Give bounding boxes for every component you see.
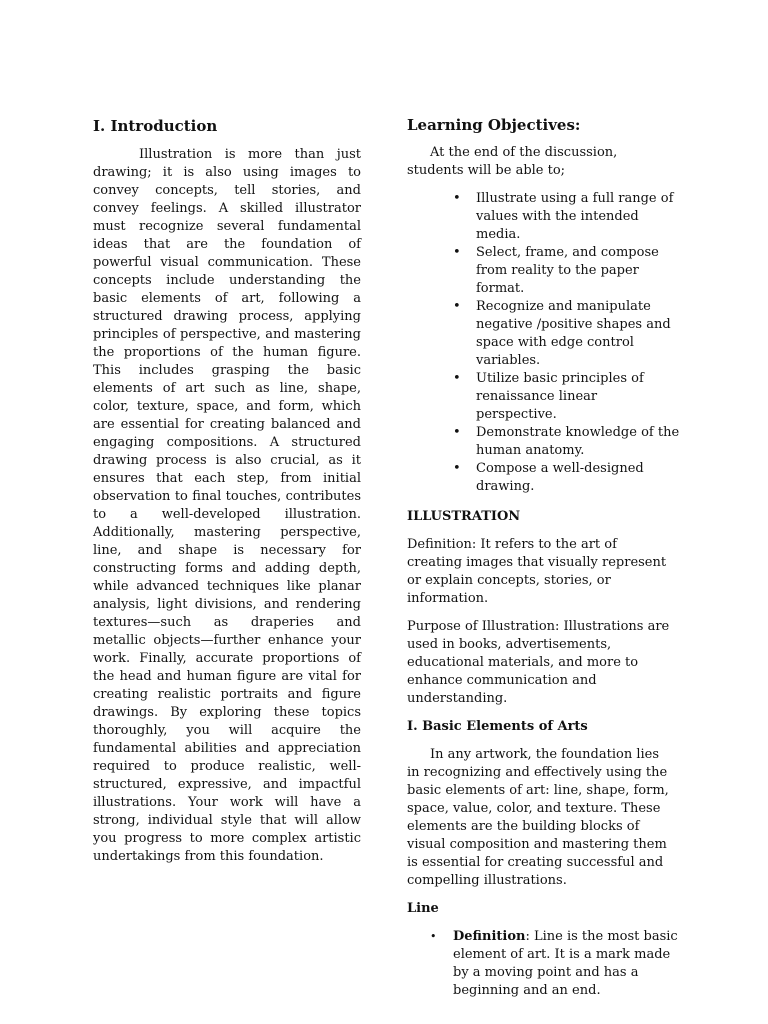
bullet-icon: • bbox=[430, 930, 437, 943]
objective-text: Recognize and manipulate negative /positive shapes and space with edge control variables. bbox=[476, 299, 671, 368]
list-item bbox=[453, 460, 681, 496]
basic-elements-heading: I. Basic Elements of Arts bbox=[407, 719, 588, 734]
objective-text: Utilize basic principles of renaissance linear perspective. bbox=[476, 371, 644, 422]
basic-elements-paragraph: In any artwork, the foundation lies in recognizing and effectively using the basic elements of art: line, shape, form, space, value, color, and texture. These elements are the building blocks of visual composition and mastering them is essential for creating successful and compelling illustrations. bbox=[407, 747, 669, 888]
bullet-icon: • bbox=[453, 425, 461, 440]
illustration-purpose: Purpose of Illustration: Illustrations are used in books, advertisements, educational materials, and more to enhance communication and understanding. bbox=[407, 619, 670, 706]
line-list bbox=[430, 928, 681, 1000]
list-item bbox=[453, 244, 681, 298]
right-column bbox=[407, 116, 680, 1000]
bullet-icon: • bbox=[453, 371, 461, 386]
line-heading: Line bbox=[407, 901, 439, 916]
learning-objectives-list bbox=[453, 190, 681, 496]
objective-text: Select, frame, and compose from reality to the paper format. bbox=[476, 245, 659, 296]
objective-text: Demonstrate knowledge of the human anatomy. bbox=[476, 425, 680, 458]
objective-text: Illustrate using a full range of values with the intended media. bbox=[476, 191, 674, 242]
left-column bbox=[93, 116, 361, 866]
line-definition-term: Definition bbox=[453, 929, 526, 944]
introduction-heading: I. Introduction bbox=[93, 117, 218, 135]
objective-text: Compose a well-designed drawing. bbox=[476, 461, 644, 494]
line-definition-text: : Line is the most basic element of art. It is a mark made by a moving point and has a beginning and an end. bbox=[453, 929, 678, 998]
learning-objectives-heading: Learning Objectives: bbox=[407, 116, 581, 134]
list-item bbox=[453, 298, 681, 370]
bullet-icon: • bbox=[453, 191, 461, 206]
bullet-icon: • bbox=[453, 461, 461, 476]
bullet-icon: • bbox=[453, 299, 461, 314]
bullet-icon: • bbox=[453, 245, 461, 260]
list-item bbox=[453, 190, 681, 244]
list-item bbox=[430, 928, 681, 1000]
introduction-paragraph: Illustration is more than just drawing; it is also using images to convey concepts, tell stories, and convey feelings. A skilled illustrator must recognize several fundamental ideas that are the foundation of powerful visual communication. These concepts include understanding the basic elements of art, following a structured drawing process, applying principles of perspective, and mastering the proportions of the human figure. This includes grasping the basic elements of art such as line, shape, color, texture, space, and form, which are essential for creating balanced and engaging compositions. A structured drawing process is also crucial, as it ensures that each step, from initial observation to final touches, contributes to a well-developed illustration. Additionally, mastering perspective, line, and shape is necessary for constructing forms and adding depth, while advanced techniques like planar analysis, light divisions, and rendering textures—such as draperies and metallic objects—further enhance your work. Finally, accurate proportions of the head and human figure are vital for creating realistic portraits and figure drawings. By exploring these topics thoroughly, you will acquire the fundamental abilities and appreciation required to produce realistic, well-structured, expressive, and impactful illustrations. Your work will have a strong, individual style that will allow you progress to more complex artistic undertakings from this foundation. bbox=[93, 147, 361, 864]
list-item bbox=[453, 370, 681, 424]
illustration-heading: ILLUSTRATION bbox=[407, 509, 521, 524]
list-item bbox=[453, 424, 681, 460]
learning-objectives-intro: At the end of the discussion, students will be able to; bbox=[407, 145, 618, 178]
illustration-definition: Definition: It refers to the art of creating images that visually represent or explain concepts, stories, or information. bbox=[407, 537, 667, 606]
